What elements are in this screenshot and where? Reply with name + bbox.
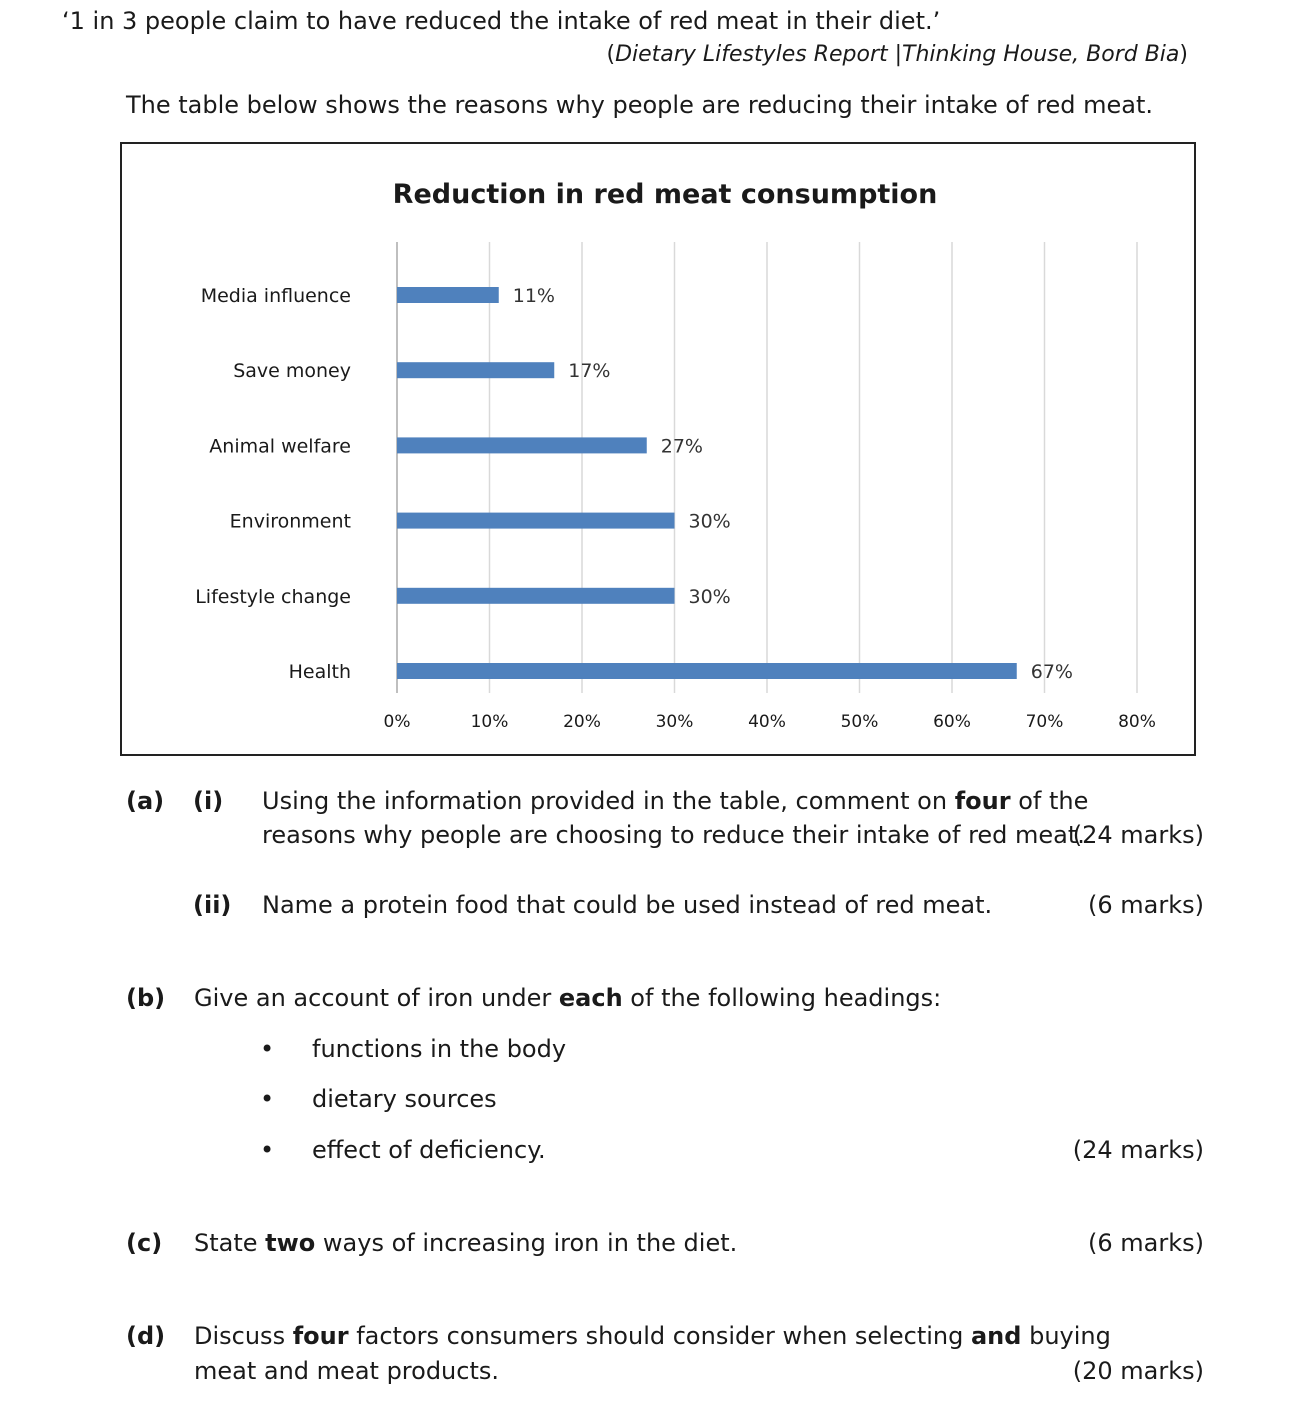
question-d-label: (d) (126, 1322, 166, 1350)
emphasis-four: four (954, 787, 1011, 815)
text-segment: Using the information provided in the table, comment on (262, 787, 955, 815)
bullet-item-functions: functions in the body (312, 1035, 567, 1063)
category-label: Health (288, 661, 351, 683)
question-b-marks: (24 marks) (1072, 1136, 1204, 1164)
data-label: 67% (1030, 661, 1073, 683)
emphasis-and: and (970, 1322, 1022, 1350)
x-tick-label: 0% (383, 712, 411, 732)
bar-save-money (397, 362, 554, 378)
source-close: ) (1179, 42, 1188, 67)
text-segment: of the following headings: (622, 984, 942, 1012)
bullet-glyph: • (260, 1136, 275, 1164)
x-tick-label: 70% (1025, 712, 1064, 732)
question-a-label: (a) (126, 787, 165, 815)
text-segment: buying (1021, 1322, 1111, 1350)
text-segment: State (194, 1229, 266, 1257)
question-d-line2: meat and meat products. (194, 1357, 500, 1385)
source-report: Dietary Lifestyles Report (615, 42, 888, 67)
question-a-i-label: (i) (193, 787, 224, 815)
bullet-glyph: • (260, 1085, 275, 1113)
x-tick-label: 30% (655, 712, 694, 732)
question-a-ii-label: (ii) (193, 891, 232, 919)
x-tick-label: 80% (1118, 712, 1156, 732)
source-separator: | (887, 42, 903, 67)
question-a-i-marks: (24 marks) (1072, 821, 1204, 849)
data-label: 17% (568, 360, 611, 383)
bar-animal-welfare (397, 437, 647, 453)
x-tick-label: 40% (748, 712, 786, 732)
question-b-text (194, 984, 941, 1012)
intro-text: The table below shows the reasons why people are reducing their intake of red meat. (126, 91, 1153, 119)
question-c-label: (c) (126, 1229, 163, 1257)
x-tick-label: 10% (470, 712, 509, 732)
chart-frame (120, 142, 1196, 756)
text-segment: Give an account of iron under (194, 984, 559, 1012)
category-label: Save money (233, 360, 351, 383)
category-label: Lifestyle change (195, 585, 351, 608)
question-d-marks: (20 marks) (1072, 1357, 1204, 1385)
data-label: 30% (688, 510, 731, 533)
question-b-label: (b) (126, 984, 166, 1012)
question-a-ii-text: Name a protein food that could be used instead of red meat. (262, 891, 993, 919)
emphasis-four: four (292, 1322, 349, 1350)
category-label: Media influence (200, 285, 351, 307)
bullet-item-deficiency: effect of deficiency. (312, 1136, 546, 1164)
emphasis-two: two (265, 1229, 316, 1257)
bar-environment (397, 513, 675, 529)
text-segment: ways of increasing iron in the diet. (315, 1229, 738, 1257)
x-tick-label: 60% (933, 712, 971, 732)
text-segment: of the (1010, 787, 1089, 815)
quote-text: ‘1 in 3 people claim to have reduced the intake of red meat in their diet.’ (62, 7, 941, 35)
question-c-text (194, 1229, 737, 1257)
bar-lifestyle-change (397, 588, 675, 604)
question-a-ii-marks: (6 marks) (1088, 891, 1204, 919)
category-label: Environment (229, 510, 351, 533)
data-label: 27% (660, 435, 703, 458)
bullet-item-sources: dietary sources (312, 1085, 497, 1113)
bar-media-influence (397, 287, 499, 303)
source-open: ( (606, 42, 616, 67)
text-segment: Discuss (194, 1322, 293, 1350)
data-label: 11% (512, 285, 555, 307)
source-org: Thinking House, Bord Bia (902, 42, 1180, 67)
bar-health (397, 663, 1017, 679)
bar-chart (120, 142, 1196, 756)
question-d-line1 (194, 1322, 1111, 1350)
source-citation (607, 42, 1189, 67)
bullet-glyph: • (260, 1035, 275, 1063)
x-tick-label: 20% (563, 712, 601, 732)
chart-title: Reduction in red meat consumption (392, 179, 938, 210)
question-c-marks: (6 marks) (1088, 1229, 1204, 1257)
grid-lines (397, 242, 1137, 693)
text-segment: factors consumers should consider when selecting (348, 1322, 971, 1350)
question-a-i-line2: reasons why people are choosing to reduce their intake of red meat. (262, 821, 1085, 849)
data-label: 30% (688, 585, 731, 608)
category-label: Animal welfare (209, 435, 351, 458)
emphasis-each: each (558, 984, 623, 1012)
x-tick-label: 50% (840, 712, 879, 732)
question-a-i-line1 (262, 787, 1088, 815)
